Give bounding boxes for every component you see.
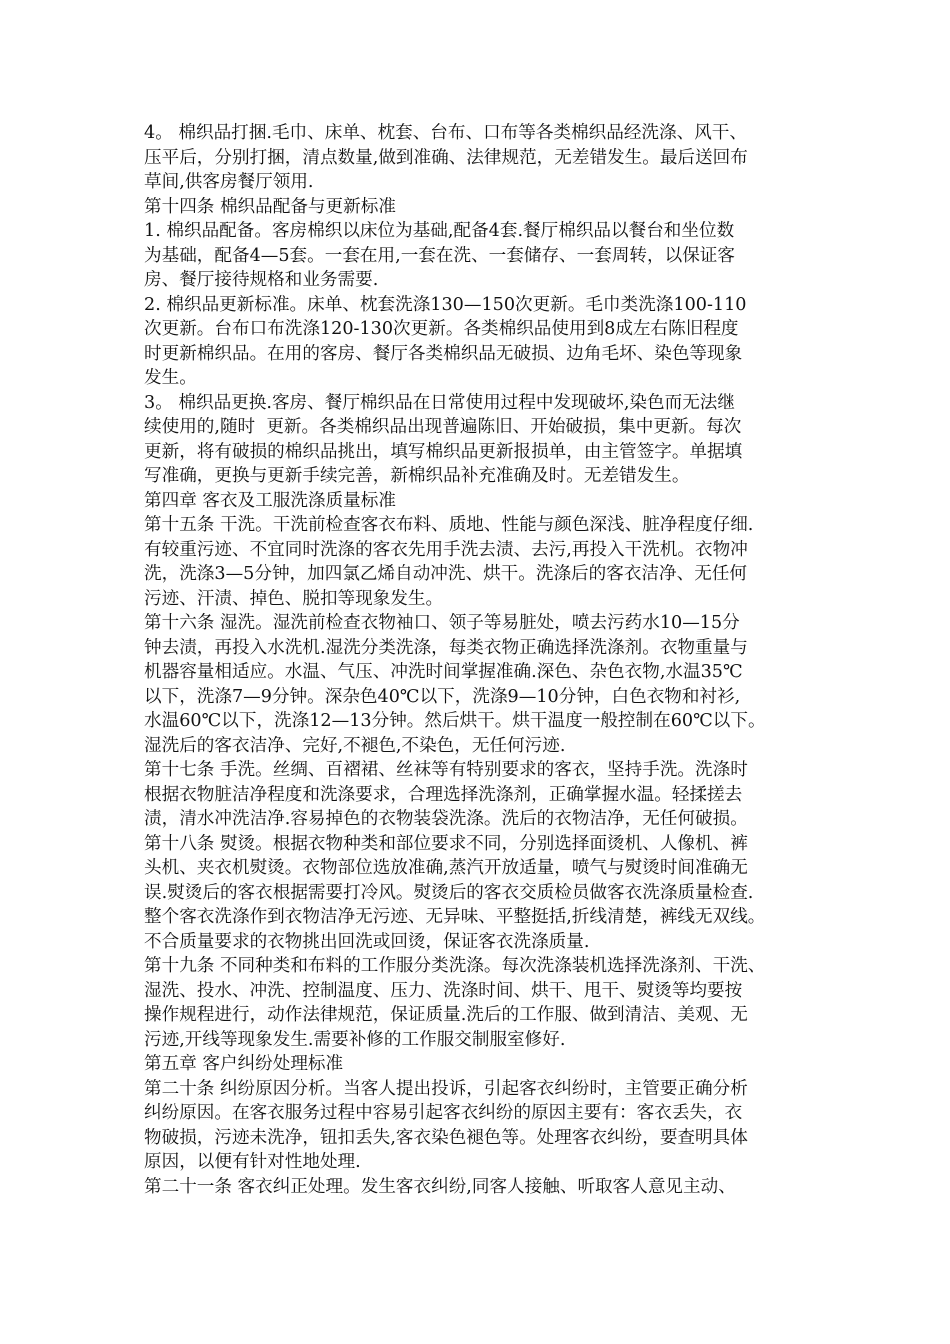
text-line: 房、餐厅接待规格和业务需要. bbox=[144, 270, 379, 290]
text-line: 第十七条 手洗。丝绸、百褶裙、丝袜等有特别要求的客衣，坚持手洗。洗涤时 bbox=[144, 760, 748, 780]
text-line: 第二十条 纠纷原因分析。当客人提出投诉，引起客衣纠纷时，主管要正确分析 bbox=[144, 1078, 748, 1099]
document-body bbox=[144, 121, 820, 1199]
text-line: 头机、夹衣机熨烫。衣物部位选放准确,蒸汽开放适量，喷气与熨烫时间准确无 bbox=[144, 858, 748, 878]
text-line: 原因，以便有针对性地处理. bbox=[144, 1152, 361, 1172]
text-line: 草间,供客房餐厅领用. bbox=[144, 172, 314, 192]
text-line: 第十六条 湿洗。湿洗前检查衣物袖口、领子等易脏处，喷去污药水10—15分 bbox=[144, 613, 740, 633]
text-line: 1. 棉织品配备。客房棉织以床位为基础,配备4套.餐厅棉织品以餐台和坐位数 bbox=[144, 221, 735, 241]
text-line: 根据衣物脏洁净程度和洗涤要求，合理选择洗涤剂，正确掌握水温。轻揉搓去 bbox=[144, 784, 743, 805]
text-line: 4。 棉织品打捆.毛巾、床单、枕套、台布、口布等各类棉织品经洗涤、风干、 bbox=[144, 123, 747, 143]
text-line: 压平后，分别打捆，清点数量,做到准确、法律规范，无差错发生。最后送回布 bbox=[144, 147, 748, 168]
text-line: 操作规程进行，动作法律规范，保证质量.洗后的工作服、做到清洁、美观、无 bbox=[144, 1005, 748, 1025]
text-line: 钟去渍，再投入水洗机.湿洗分类洗涤，每类衣物正确选择洗涤剂。衣物重量与 bbox=[144, 637, 748, 658]
text-line: 更新，将有破损的棉织品挑出，填写棉织品更新报损单，由主管签字。单据填 bbox=[144, 441, 743, 462]
text-line: 写准确，更换与更新手续完善，新棉织品补充准确及时。无差错发生。 bbox=[144, 466, 690, 486]
text-line: 纠纷原因。在客衣服务过程中容易引起客衣纠纷的原因主要有：客衣丢失，衣 bbox=[144, 1103, 743, 1123]
text-line: 发生。 bbox=[144, 368, 197, 388]
text-line: 湿洗、投水、冲洗、控制温度、压力、洗涤时间、烘干、甩干、熨烫等均要按 bbox=[144, 980, 743, 1001]
text-line: 水温60℃以下，洗涤12—13分钟。然后烘干。烘干温度一般控制在60℃以下。 bbox=[144, 711, 766, 731]
text-line: 续使用的,随时 更新。各类棉织品出现普遍陈旧、开始破损，集中更新。每次 bbox=[144, 417, 742, 437]
text-line: 湿洗后的客衣洁净、完好,不褪色,不染色，无任何污迹. bbox=[144, 735, 566, 756]
text-line: 次更新。台布口布洗涤120-130次更新。各类棉织品使用到8成左右陈旧程度 bbox=[144, 319, 739, 339]
text-line: 第十八条 熨烫。根据衣物种类和部位要求不同，分别选择面烫机、人像机、裤 bbox=[144, 833, 748, 854]
text-line: 污迹,开线等现象发生.需要补修的工作服交制服室修好. bbox=[144, 1029, 566, 1050]
text-line: 有较重污迹、不宜同时洗涤的客衣先用手洗去渍、去污,再投入干洗机。衣物冲 bbox=[144, 539, 748, 560]
text-line: 2. 棉织品更新标准。床单、枕套洗涤130—150次更新。毛巾类洗涤100-110 bbox=[144, 294, 747, 315]
text-line: 为基础，配备4—5套。一套在用,一套在洗、一套储存、一套周转，以保证客 bbox=[144, 245, 735, 266]
text-line: 第二十一条 客衣纠正处理。发生客衣纠纷,同客人接触、听取客人意见主动、 bbox=[144, 1176, 736, 1197]
text-line: 第十五条 干洗。干洗前检查客衣布料、质地、性能与颜色深浅、脏净程度仔细. bbox=[144, 515, 754, 535]
text-line: 整个客衣洗涤作到衣物洁净无污迹、无异味、平整挺括,折线清楚，裤线无双线。 bbox=[144, 907, 766, 927]
text-line: 误.熨烫后的客衣根据需要打冷风。熨烫后的客衣交质检员做客衣洗涤质量检查. bbox=[144, 882, 754, 903]
text-line: 时更新棉织品。在用的客房、餐厅各类棉织品无破损、边角毛坏、染色等现象 bbox=[144, 343, 743, 364]
section-heading: 第十四条 棉织品配备与更新标准 bbox=[144, 196, 396, 217]
text-line: 物破损，污迹未洗净，钮扣丢失,客衣染色褪色等。处理客衣纠纷，要查明具体 bbox=[144, 1127, 748, 1148]
text-line: 以下，洗涤7—9分钟。深杂色40℃以下，洗涤9—10分钟，白色衣物和衬衫, bbox=[144, 686, 741, 707]
text-line: 机器容量相适应。水温、气压、冲洗时间掌握准确.深色、杂色衣物,水温35℃ bbox=[144, 662, 743, 682]
text-line: 渍，清水冲洗洁净.容易掉色的衣物装袋洗涤。洗后的衣物洁净，无任何破损。 bbox=[144, 809, 748, 829]
text-line: 3。 棉织品更换.客房、餐厅棉织品在日常使用过程中发现破坏,染色而无法继 bbox=[144, 392, 735, 413]
text-line: 洗，洗涤3—5分钟，加四氯乙烯自动冲洗、烘干。洗涤后的客衣洁净、无任何 bbox=[144, 564, 747, 584]
text-line: 第十九条 不同种类和布料的工作服分类洗涤。每次洗涤装机选择洗涤剂、干洗、 bbox=[144, 956, 766, 976]
chapter-heading: 第四章 客衣及工服洗涤质量标准 bbox=[144, 490, 396, 511]
chapter-heading: 第五章 客户纠纷处理标准 bbox=[144, 1054, 344, 1074]
text-line: 不合质量要求的衣物挑出回洗或回烫，保证客衣洗涤质量. bbox=[144, 931, 590, 952]
text-line: 污迹、汗渍、掉色、脱扣等现象发生。 bbox=[144, 588, 444, 609]
